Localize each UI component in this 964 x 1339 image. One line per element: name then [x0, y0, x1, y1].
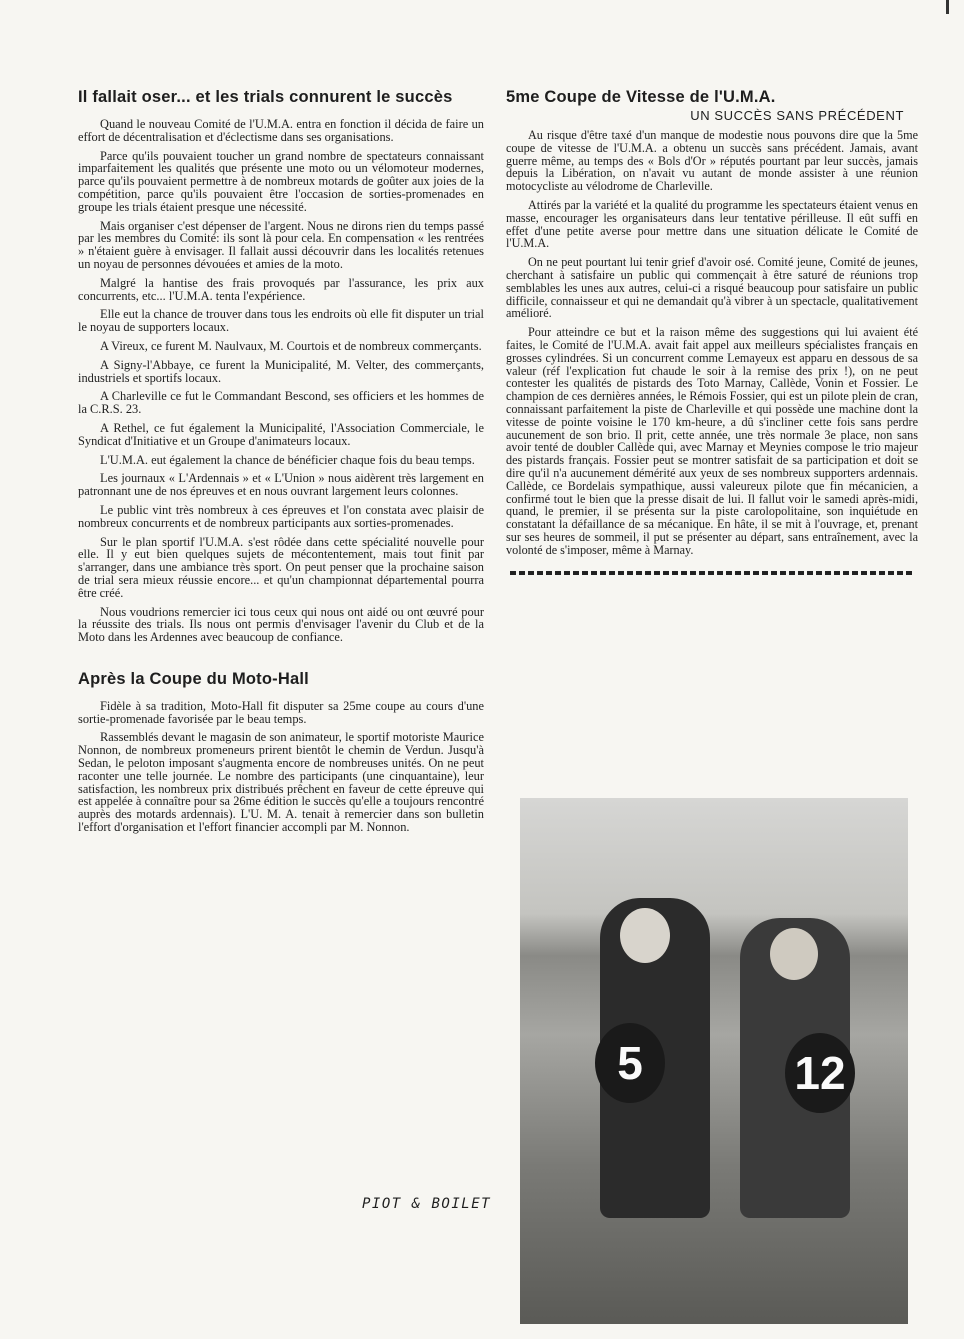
paragraph: Attirés par la variété et la qualité du programme les spectateurs étaient venus en masse, encourager les organisateurs dans leur tentative périlleuse. Il eût suffi en effet d'une petite averse pour mettre dans une situation délicate le Comité de l'U.M.A. — [506, 197, 918, 251]
article-subtitle: UN SUCCÈS SANS PRÉCÉDENT — [690, 108, 904, 123]
article-body-moto-hall — [78, 700, 484, 834]
paragraph: Rassemblés devant le magasin de son animateur, le sportif motoriste Maurice Nonnon, de nombreux promeneurs prirent bientôt le chemin de Verdun. Jusqu'à Sedan, le peloton imposant s'augmenta encore de nombreuses unités. On ne peut raconter une telle journée. Le nombre des participants (une cinquantaine), leur satisfaction, les nombreux prix distribués prêchent en faveur de cette épreuve qui est appelée à connaître pour sa 26me édition le succès qu'elle a toujours rencontré auprès des motards ardennais). L'U. M. A. tenait à remercier dans son bulletin l'effort d'organisation et l'effort financier accompli par M. Nonnon. — [78, 730, 484, 835]
paragraph: Le public vint très nombreux à ces épreuves et l'on constata avec plaisir de nombreux concurrents et de nombreux participants aux sorties-promenades. — [78, 502, 484, 530]
race-number-plate: 5 — [595, 1023, 665, 1103]
paragraph: A Vireux, ce furent M. Naulvaux, M. Courtois et de nombreux commerçants. — [100, 338, 482, 353]
paragraph: A Rethel, ce fut également la Municipalité, l'Association Commerciale, le Syndicat d'Initiative et un Groupe d'animateurs locaux. — [78, 420, 484, 448]
article-title-moto-hall: Après la Coupe du Moto-Hall — [78, 669, 309, 688]
photo-motorcyclists — [520, 798, 908, 1324]
paragraph: On ne peut pourtant lui tenir grief d'avoir osé. Comité jeune, Comité de jeunes, cherchant à satisfaire un public qui commençait à être saturé de réunions trop semblables les unes aux autres, celui-ci a risqué beaucoup pour satisfaire un public difficile, connaisseur et qui ne demandait qu'à vibrer à un spectacle, qualitativement amélioré. — [506, 255, 918, 321]
rider-face — [770, 928, 818, 980]
paragraph: Fidèle à sa tradition, Moto-Hall fit disputer sa 25me coupe au cours d'une sortie-promenade favorisée par le beau temps. — [78, 698, 484, 726]
paragraph: A Charleville ce fut le Commandant Bescond, ses officiers et les hommes de la C.R.S. 23. — [78, 389, 484, 417]
article-body-coupe-vitesse — [506, 129, 918, 557]
article-body-trials — [78, 118, 484, 644]
race-number-plate: 12 — [785, 1033, 855, 1113]
right-column — [506, 88, 918, 575]
paragraph: Mais organiser c'est dépenser de l'argent. Nous ne dirons rien du temps passé par les membres du Comité: ils sont là pour cela. En compensation « les rentrées » n'étaient guère à envisager. Il fallait aussi découvrir dans les localités retenues un noyau de personnes dévouées et amies de la moto. — [78, 218, 484, 271]
paragraph: Elle eut la chance de trouver dans tous les endroits où elle fit disputer un trial le noyau de supporters locaux. — [78, 307, 484, 335]
rider-face — [620, 908, 670, 963]
paragraph: Sur le plan sportif l'U.M.A. s'est rôdée dans cette spécialité nouvelle pour elle. Il y eut bien quelques sujets de mécontentement, mais tout finit par s'arranger, dans une ambiance très sport. On peut penser que la prochaine saison de trial sera mieux réussie encore... et qu'un championnat départemental pourra être créé. — [78, 534, 484, 600]
paragraph: Parce qu'ils pouvaient toucher un grand nombre de spectateurs connaissant imparfaitement les qualités que présente une moto ou un vélomoteur modernes, parce qu'ils pouvaient permettre à de nombreux motards de goûter aux joies de la compétition, parce qu'ils pouvaient être l'occasion de sorties-promenades en groupe les trials étaient presque une nécessité. — [78, 148, 484, 214]
paragraph: Nous voudrions remercier ici tous ceux qui nous ont aidé ou ont œuvré pour la réussite des trials. Ils nous ont permis d'envisager l'avenir du Club et de la Moto dans les Ardennes avec beaucoup de confiance. — [78, 604, 484, 645]
paragraph: A Signy-l'Abbaye, ce furent la Municipalité, M. Velter, des commerçants, industriels et sportifs locaux. — [78, 357, 484, 385]
article-title-coupe-vitesse: 5me Coupe de Vitesse de l'U.M.A. — [506, 88, 776, 106]
paragraph: L'U.M.A. eut également la chance de bénéficier chaque fois du beau temps. — [100, 452, 475, 467]
paragraph: Pour atteindre ce but et la raison même des suggestions qui lui avaient été faites, le Comité de l'U.M.A. avait fait appel aux meilleurs spécialistes français en grosses cylindrées. Si un concurrent comme Lemayeux est apparu en dessous de sa valeur (réf l'explication fut chaude le soir à la remise des prix !), on ne peut contester les qualités de pistards des Toto Marnay, Callède, Vonin et Fossier. Le champion de ces dernières années, le Rémois Fossier, qui est un pilote plein de cran, connaissant parfaitement la piste de Charleville et qui possède une machine dont la vitesse de pointe voisine le 170 km-heure, a dû s'incliner cette fois sans perdre aucunement de son brio. Il prit, cette année, une très normale 3e place, non sans avoir tenté de doubler Callède qui, avec Marnay et Meynies compose le trio majeur des pistards français. Fossier peut se montrer satisfait de sa participation et doit se dire qu'il n'a aucunement démérité aux yeux de ses nombreux supporters ardennais. Callède, ce Bordelais sympathique, aussi valeureux pilote que fin mécanicien, a confirmé tout le bien que la presse disait de lui. Il fallut voir le samedi après-midi, quand, le premier, il se présenta sur la piste carolopolitaine, son inquiétude en constatant la défaillance de sa mécanique. En hâte, il se mit à l'ouvrage, et, prenant sur ses heures de sommeil, il put se présenter au départ, sans entraînement, avec la volonté de s'imposer, même à Marnay. — [506, 325, 918, 557]
photo-credit: PIOT & BOILET — [362, 1196, 492, 1212]
paragraph: Les journaux « L'Ardennais » et « L'Union » nous aidèrent très largement en patronnant une de nos épreuves et en nous ouvrant largement leurs colonnes. — [78, 471, 484, 499]
paragraph: Malgré la hantise des frais provoqués par l'assurance, les prix aux concurrents, etc... l'U.M.A. tenta l'expérience. — [78, 275, 484, 303]
dashed-divider — [510, 571, 914, 575]
paragraph: Quand le nouveau Comité de l'U.M.A. entra en fonction il décida de faire un effort de décentralisation et d'éclectisme dans ses organisations. — [78, 117, 484, 144]
page-edge-mark — [946, 0, 949, 14]
paragraph: Au risque d'être taxé d'un manque de modestie nous pouvons dire que la 5me coupe de vitesse de l'U.M.A. a obtenu un succès sans précédent. Jamais, avant guerre même, au temps des « Bols d'Or » réputés pourtant par leur succès, jamais depuis la Libération, on n'avait vu autant de monde assister à une réunion motocycliste au vélodrome de Charleville. — [506, 128, 918, 194]
article-title-trials: Il fallait oser... et les trials connurent le succès — [78, 88, 453, 106]
left-column — [78, 88, 484, 840]
